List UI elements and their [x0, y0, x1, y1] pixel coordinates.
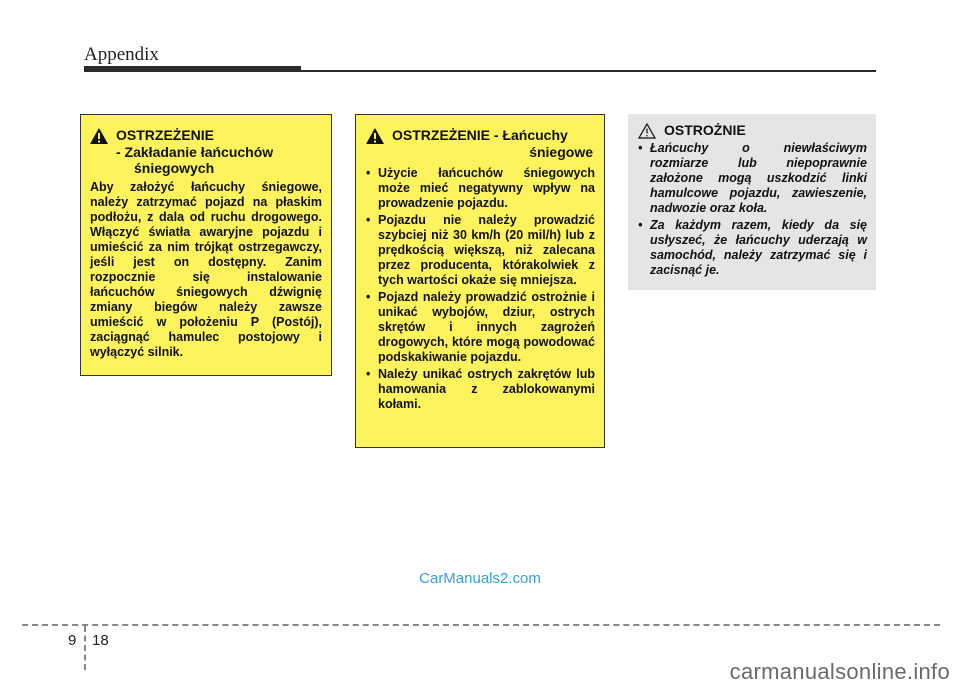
list-item: • Za każdym razem, kiedy da się usłyszeć, że łańcuchy uderzają w samochód, należy zatrzymać się i zacisnąć je.: [638, 218, 867, 278]
list-item: • Pojazd należy prowadzić ostrożnie i unikać wybojów, dziur, ostrych skrętów i innych zagrożeń drogowych, które mogą powodować podskakiwanie pojazdu.: [366, 290, 595, 365]
warning-box-title: OSTRZEŻENIE - Łańcuchy: [392, 127, 568, 143]
list-item: • Pojazdu nie należy prowadzić szybciej niż 30 km/h (20 mil/h) lub z prędkością większą, niż zalecana przez producenta, którakolwiek z tych wartości okaże się mniejsza.: [366, 213, 595, 288]
list-item: • Użycie łańcuchów śniegowych może mieć negatywny wpływ na prowadzenie pojazdu.: [366, 166, 595, 211]
caution-box-header: [638, 122, 867, 139]
footer-divider: [22, 624, 940, 626]
warning-box-subtitle-continued: śniegowych: [134, 160, 215, 176]
warning-box-snow-chain-installation: [80, 114, 332, 376]
warning-box-header: [366, 127, 595, 144]
chapter-number: 9: [68, 632, 77, 649]
warning-box-title-continued: śniegowe: [529, 144, 593, 160]
caution-list: [638, 141, 867, 278]
list-item: • Łańcuchy o niewłaściwym rozmiarze lub niepoprawnie założone mogą uszkodzić linki hamulcowe pojazdu, zawieszenie, nadwozie oraz koła.: [638, 141, 867, 216]
warning-box-snow-chains: [355, 114, 605, 448]
warning-triangle-icon: [90, 128, 108, 144]
caution-triangle-icon: [638, 123, 656, 139]
header-title: Appendix: [84, 44, 159, 65]
caution-box: [628, 114, 876, 290]
header-rule-thin: [301, 70, 876, 72]
footer-vertical-divider: [84, 626, 86, 670]
watermark-link[interactable]: CarManuals2.com: [419, 570, 541, 587]
caution-box-title: OSTROŻNIE: [664, 122, 746, 138]
warning-box-subtitle: - Zakładanie łańcuchów: [116, 144, 274, 160]
warning-box-title: OSTRZEŻENIE: [116, 127, 215, 143]
site-watermark: carmanualsonline.info: [729, 659, 950, 684]
header-rule-thick: [84, 66, 301, 72]
page-number: 18: [92, 632, 109, 649]
warning-box-header: [90, 127, 322, 144]
warning-box-body: Aby założyć łańcuchy śniegowe, należy zatrzymać pojazd na płaskim podłożu, z dala od ruchu drogowego. Włączyć światła awaryjne pojazdu i umieścić za nim trójkąt ostrzegawczy, jeśli jest on dostępny. Zanim rozpocznie się instalowanie łańcuchów śniegowych dźwignię zmiany biegów należy zawsze umieścić w położeniu P (Postój), zaciągnąć hamulec postojowy i wyłączyć silnik.: [90, 180, 322, 359]
list-item: • Należy unikać ostrych zakrętów lub hamowania z zablokowanymi kołami.: [366, 367, 595, 412]
warning-triangle-icon: [366, 128, 384, 144]
warning-list: [366, 166, 595, 412]
